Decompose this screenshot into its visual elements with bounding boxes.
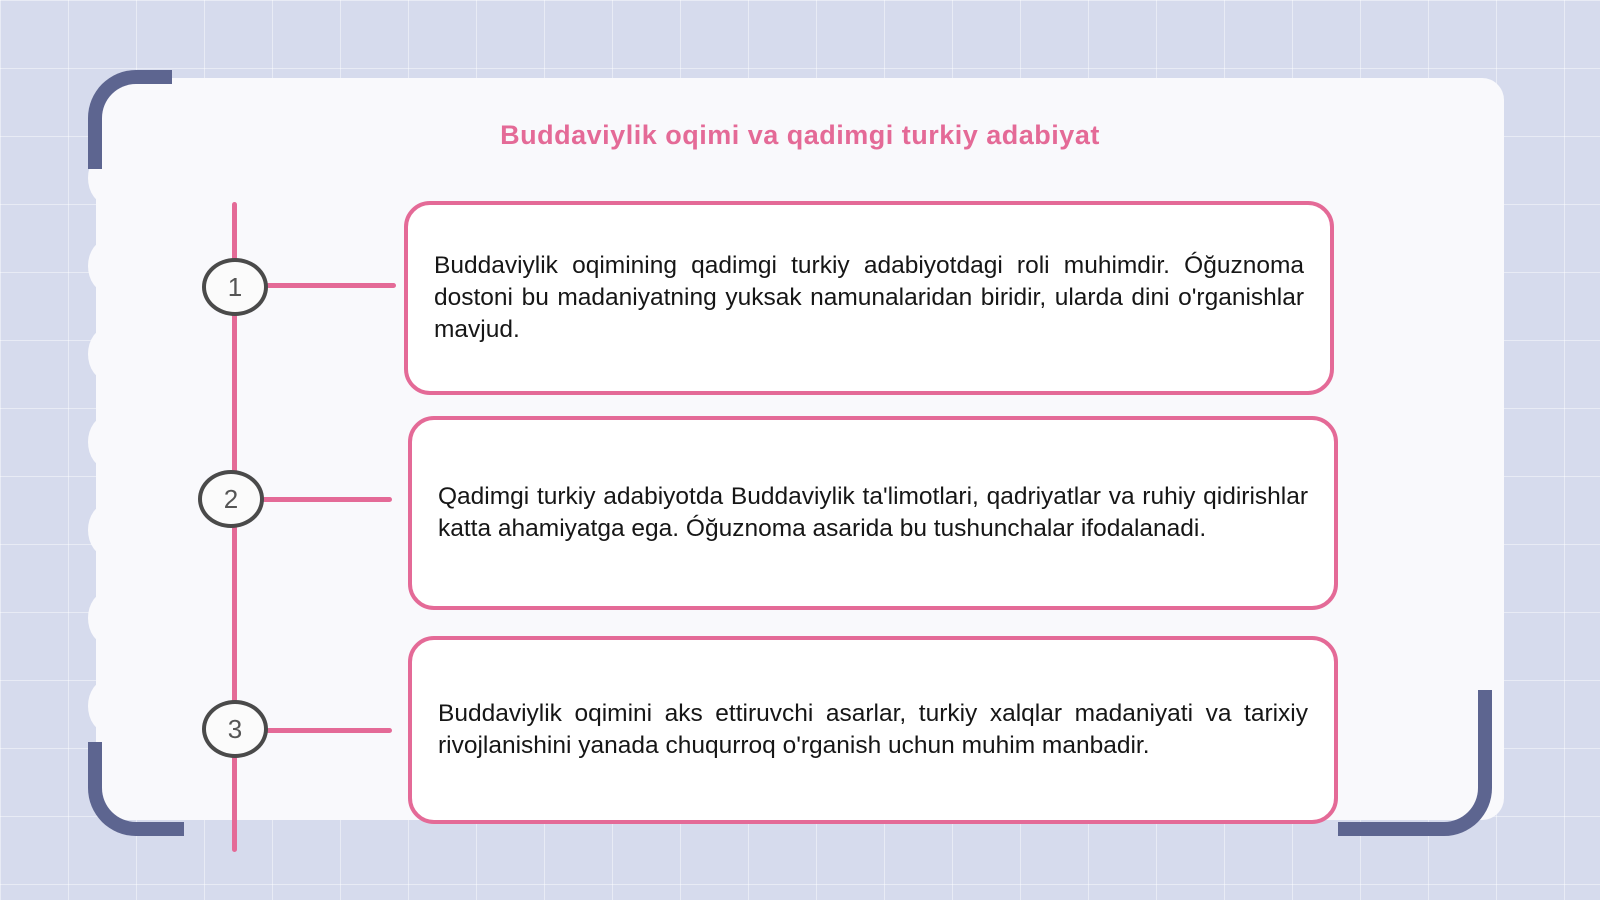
paper-scallop	[88, 416, 126, 468]
paper-scallop	[88, 504, 126, 556]
card-text: Buddaviylik oqimini aks ettiruvchi asarlar, turkiy xalqlar madaniyati va tarixiy rivojlanishini yanada chuqurroq o'rganish uchun muhim manbadir.	[438, 700, 1308, 759]
slide-title: Buddaviylik oqimi va qadimgi turkiy adabiyat	[500, 120, 1100, 150]
step-number-1: 1	[202, 258, 268, 316]
paper-scallop	[88, 240, 126, 292]
corner-bracket-bottom-right	[1338, 690, 1492, 836]
corner-bracket-bottom-left	[88, 742, 184, 836]
card-text: Buddaviylik oqimining qadimgi turkiy adabiyotdagi roli muhimdir. Óğuznoma dostoni bu madaniyatning yuksak namunalaridan biridir, ularda dini o'rganishlar mavjud.	[434, 252, 1304, 343]
timeline-connector-3	[266, 728, 392, 733]
corner-bracket-top-left	[88, 70, 172, 169]
timeline-card-3	[408, 636, 1338, 824]
step-number-3: 3	[202, 700, 268, 758]
timeline-connector-1	[266, 283, 396, 288]
paper-scallop	[88, 328, 126, 380]
timeline-card-1	[404, 201, 1334, 395]
paper-scallop	[88, 680, 126, 732]
card-text: Qadimgi turkiy adabiyotda Buddaviylik ta'limotlari, qadriyatlar va ruhiy qidirishlar katta ahamiyatga ega. Óğuznoma asarida bu tushunchalar ifodalanadi.	[438, 483, 1308, 542]
paper-scallop	[88, 592, 126, 644]
timeline-card-2	[408, 416, 1338, 610]
step-number-2: 2	[198, 470, 264, 528]
timeline-connector-2	[262, 497, 392, 502]
